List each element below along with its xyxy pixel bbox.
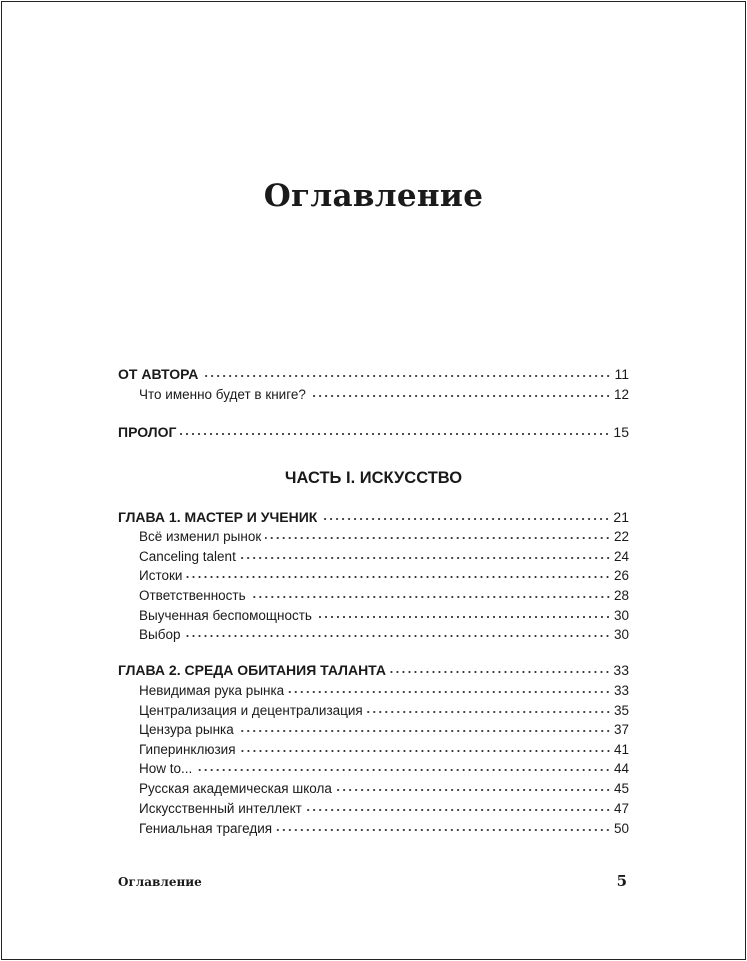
entry-title: Искусственный интеллект [139,801,302,816]
entry-title: ГЛАВА 1. МАСТЕР И УЧЕНИК [118,509,318,525]
entry-page-number: 24 [613,549,629,564]
toc-subentry [139,816,629,836]
entry-title: Выученная беспомощность [139,608,312,623]
entry-title: ПРОЛОГ [118,424,177,440]
toc-subentry [139,603,629,623]
toc-subentry [139,583,629,603]
dot-leader [310,394,611,398]
toc-subentry [139,717,629,737]
entry-page-number: 15 [613,424,629,440]
toc-entry [118,420,629,440]
dot-leader [240,556,611,560]
entry-page-number: 22 [613,529,629,544]
entry-page-number: 30 [613,608,629,623]
running-title: Оглавление [118,875,202,889]
dot-leader [184,634,611,638]
entry-page-number: 47 [613,801,629,816]
toc-entry [118,362,629,382]
dot-leader [336,788,611,792]
dot-leader [180,432,610,436]
entry-page-number: 41 [613,742,629,757]
dot-leader [390,670,610,674]
dot-leader [250,595,611,599]
toc-subentry [139,544,629,564]
toc-subentry [139,678,629,698]
toc-subentry [139,796,629,816]
toc-subentry [139,698,629,718]
entry-page-number: 45 [613,781,629,796]
dot-leader [316,615,611,619]
part-heading: ЧАСТЬ I. ИСКУССТВО [284,469,463,487]
dot-leader [321,517,610,521]
document-page [1,1,746,960]
dot-leader [202,374,611,378]
toc-subentry [139,776,629,796]
entry-title: ОТ АВТОРА [118,366,199,382]
entry-title: Гиперинклюзия [139,742,236,757]
entry-title: How to... [139,761,193,776]
entry-page-number: 12 [613,387,629,402]
entry-page-number: 37 [613,722,629,737]
entry-page-number: 35 [613,703,629,718]
page-number: 5 [616,872,627,890]
toc-subentry [139,382,629,402]
dot-leader [186,575,611,579]
dot-leader [240,749,611,753]
entry-page-number: 50 [613,821,629,836]
entry-page-number: 33 [613,683,629,698]
entry-title: Цензура рынка [139,722,234,737]
entry-page-number: 30 [613,627,629,642]
entry-title: Выбор [139,627,181,642]
dot-leader [306,808,611,812]
dot-leader [367,710,611,714]
entry-title: Всё изменил рынок [139,529,262,544]
toc-subentry [139,756,629,776]
toc-subentry [139,737,629,757]
dot-leader [276,828,611,832]
entry-title: ГЛАВА 2. СРЕДА ОБИТАНИЯ ТАЛАНТА [118,662,386,678]
entry-title: Истоки [139,568,183,583]
dot-leader [196,768,611,772]
entry-title: Невидимая рука рынка [139,683,285,698]
toc-subentry [139,563,629,583]
toc-subentry [139,622,629,642]
entry-page-number: 44 [613,761,629,776]
entry-page-number: 11 [614,366,629,382]
toc-subentry [139,524,629,544]
dot-leader [288,690,611,694]
entry-title: Гениальная трагедия [139,821,273,836]
toc-entry [118,505,629,525]
entry-page-number: 33 [613,662,629,678]
toc-entry [118,658,629,678]
entry-page-number: 28 [613,588,629,603]
entry-page-number: 26 [613,568,629,583]
page-title: Оглавление [263,178,484,214]
entry-page-number: 21 [613,509,629,525]
dot-leader [238,729,611,733]
entry-title: Что именно будет в книге? [139,387,306,402]
entry-title: Ответственность [139,588,246,603]
dot-leader [265,536,611,540]
entry-title: Русская академическая школа [139,781,332,796]
entry-title: Canceling talent [139,549,236,564]
entry-title: Централизация и децентрализация [139,703,363,718]
